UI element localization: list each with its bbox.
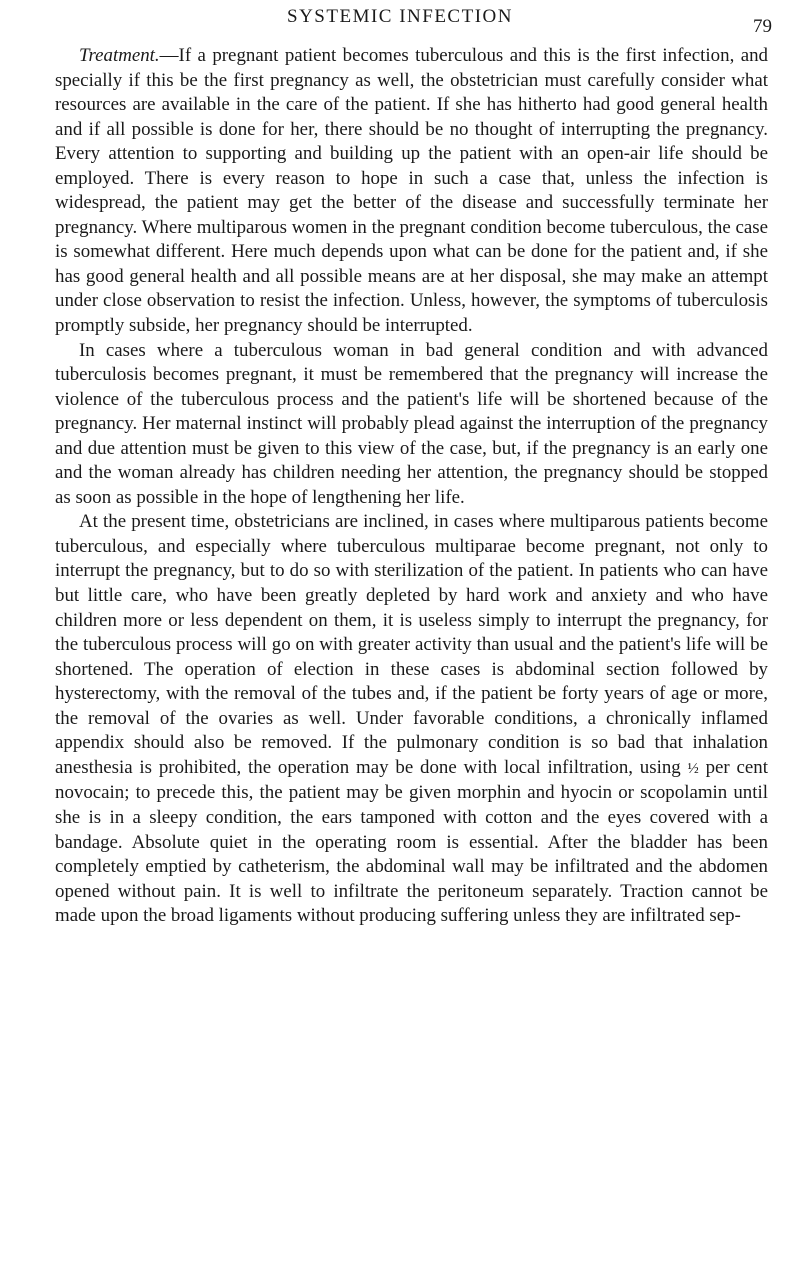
paragraph-text: per cent novocain; to precede this, the patient may be given morphin and hyocin or scopolamin until she is in a sleepy condition, the ears tamponed with cotton and the eyes covered with a bandage. Absolute quiet in the operating room is essential. After the bladder has been completely emptied by catheterism, the abdominal wall may be infiltrated and the abdomen opened without pain. It is well to infiltrate the peritoneum separately. Traction cannot be made upon the broad ligaments without producing suffering unless they are infiltrated sep- [55,756,768,927]
paragraph-advanced-tuberculosis: In cases where a tuberculous woman in bad general condition and with advanced tuberculosis becomes pregnant, it must be remembered that the pregnancy will increase the violence of the tuberculous process and the patient's life will be shortened because of the pregnancy. Her maternal instinct will probably plead against the interruption of the pregnancy and due attention must be given to this view of the case, but, if the pregnancy is an early one and the woman already has children needing her attention, the pregnancy should be stopped as soon as possible in the hope of lengthening her life. [55,339,768,508]
running-title: SYSTEMIC INFECTION [287,6,513,27]
paragraph-sterilization [55,510,768,928]
run-in-heading: Treatment. [79,45,160,66]
fraction: ½ [687,760,699,777]
paragraph-text: At the present time, obstetricians are inclined, in cases where multiparous patients become tuberculous, and especially where tuberculous multiparae become pregnant, not only to interrupt the pregnancy, but to do so with sterilization of the patient. In patients who can have but little care, who have been greatly depleted by hard work and anxiety and who have children more or less dependent on them, it is useless simply to interrupt the pregnancy, for the tuberculous process will go on with greater activity than usual and the patient's life will be shortened. The operation of election in these cases is abdominal section followed by hysterectomy, with the removal of the tubes and, if the patient be forty years of age or more, the removal of the ovaries as well. Under favorable conditions, a chronically inflamed appendix should also be removed. If the pulmonary condition is so bad that inhalation anesthesia is prohibited, the operation may be done with local infiltration, using [55,511,768,778]
paragraph-treatment [55,44,768,339]
paragraph-text: —If a pregnant patient becomes tuberculous and this is the first infection, and specially if this be the first pregnancy as well, the obstetrician must carefully consider what resources are available in the care of the patient. If she has hitherto had good general health and if all possible is done for her, there should be no thought of interrupting the pregnancy. Every attention to supporting and building up the patient with an open-air life should be employed. There is every reason to hope in such a case that, unless the infection is widespread, the patient may get the better of the disease and successfully terminate her pregnancy. Where multiparous women in the pregnant condition become tuberculous, the case is somewhat different. Here much depends upon what can be done for the patient and, if she has good general health and all possible means are at her disposal, she may make an attempt under close observation to resist the infection. Unless, however, the symptoms of tuberculosis promptly subside, her pregnancy should be interrupted. [55,45,768,337]
body-text [55,44,768,929]
page-number: 79 [753,16,772,37]
